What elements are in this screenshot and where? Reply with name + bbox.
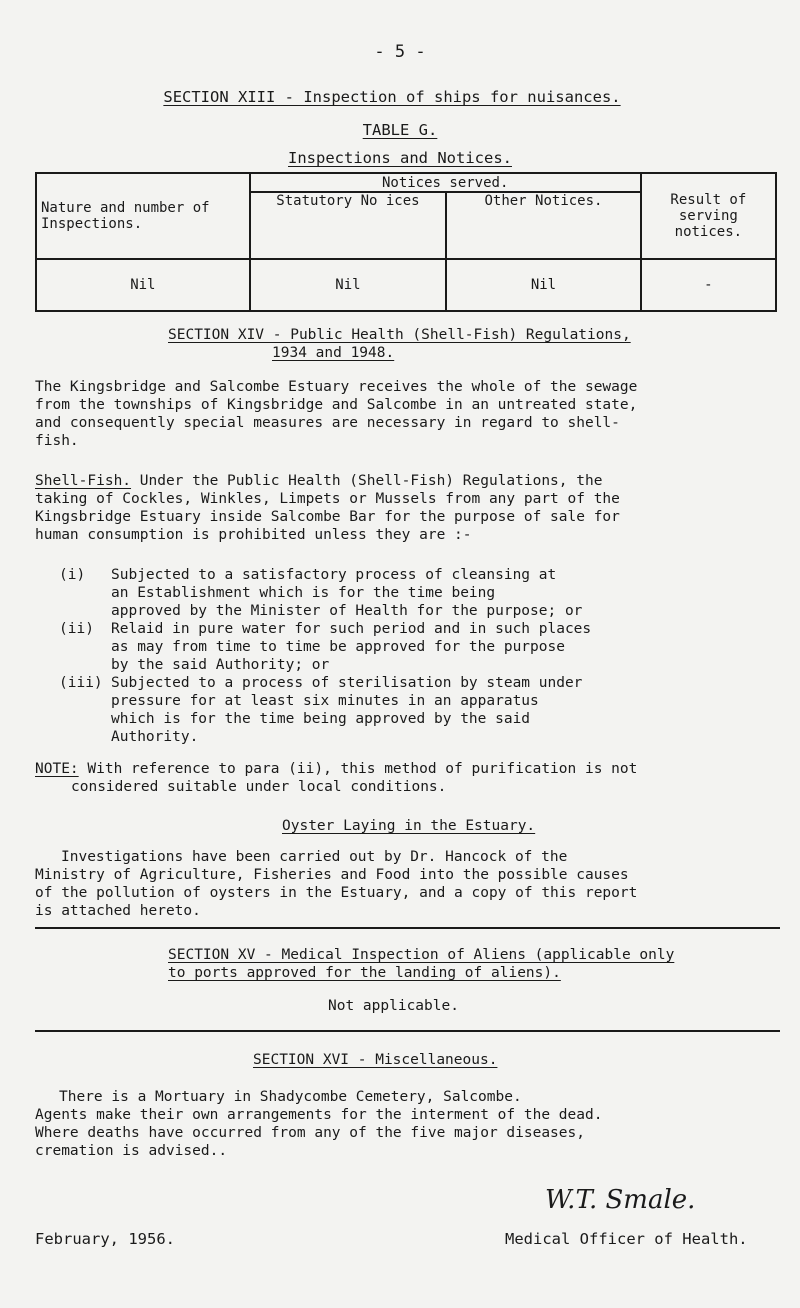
section-14-title: SECTION XIV - Public Health (Shell-Fish) Regulations, xyxy=(168,327,631,343)
page-number: - 5 - xyxy=(374,42,426,62)
row-result: - xyxy=(641,259,776,311)
list-item: (ii) Relaid in pure water for such period and in such places as may from time to time be approved for the purpose by the said Authority; or xyxy=(59,621,592,673)
section-14-title-line2: 1934 and 1948. xyxy=(272,345,395,361)
row-other: Nil xyxy=(446,259,640,311)
section-15-title: SECTION XV - Medical Inspection of Aliens (applicable only xyxy=(168,947,675,963)
estuary-intro: The Kingsbridge and Salcombe Estuary receives the whole of the sewage from the townships of Kingsbridge and Salcombe in an untreated state, and consequently special measures are necessary in regard to shell- fish. xyxy=(35,379,638,449)
section-15-text: Not applicable. xyxy=(328,998,459,1014)
shellfish-paragraph: Shell-Fish. Under the Public Health (Shell-Fish) Regulations, the taking of Cockles, Winkles, Limpets or Mussels from any part of the Kingsbridge Estuary inside Salcombe Bar for the purpose of sale for human consumption is prohibited unless they are :- xyxy=(35,473,620,543)
row-statutory: Nil xyxy=(250,259,447,311)
note-label: NOTE: xyxy=(35,761,79,777)
note-paragraph: NOTE: With reference to para (ii), this method of purification is not considered suitable under local conditions. xyxy=(35,761,638,795)
section-15-title-line2: to ports approved for the landing of aliens). xyxy=(168,965,561,981)
oyster-title: Oyster Laying in the Estuary. xyxy=(282,818,536,834)
shellfish-label: Shell-Fish. xyxy=(35,473,132,489)
signature: W.T. Smale. xyxy=(545,1185,696,1215)
table-label: TABLE G. xyxy=(362,121,438,139)
oyster-paragraph: Investigations have been carried out by Dr. Hancock of the Ministry of Agriculture, Fisheries and Food into the possible causes of the pollution of oysters in the Estuary, and a copy of this report is attached hereto. xyxy=(35,849,638,919)
signatory-role: Medical Officer of Health. xyxy=(505,1230,748,1248)
section-16-title: SECTION XVI - Miscellaneous. xyxy=(253,1052,498,1068)
divider xyxy=(35,1030,780,1032)
report-date: February, 1956. xyxy=(35,1230,175,1248)
header-other: Other Notices. xyxy=(446,192,640,259)
header-result: Result of serving notices. xyxy=(641,173,776,259)
miscellaneous-paragraph: There is a Mortuary in Shadycombe Cemetery, Salcombe. Agents make their own arrangements for the interment of the dead. Where deaths have occurred from any of the five major diseases, cremation is advised.. xyxy=(35,1089,603,1159)
inspections-table xyxy=(35,172,777,312)
divider xyxy=(35,927,780,929)
row-nature: Nil xyxy=(36,259,250,311)
section-13-title: SECTION XIII - Inspection of ships for nuisances. xyxy=(163,88,621,106)
list-item: (iii) Subjected to a process of sterilisation by steam under pressure for at least six minutes in an apparatus which is for the time being approved by the said Authority. xyxy=(59,675,583,745)
header-notices-served: Notices served. xyxy=(250,173,641,192)
table-caption: Inspections and Notices. xyxy=(288,149,512,167)
header-nature: Nature and number of Inspections. xyxy=(36,173,250,259)
header-statutory: Statutory No ices xyxy=(250,192,447,259)
list-item: (i) Subjected to a satisfactory process of cleansing at an Establishment which is for the time being approved by the Minister of Health for the purpose; or xyxy=(59,567,583,619)
